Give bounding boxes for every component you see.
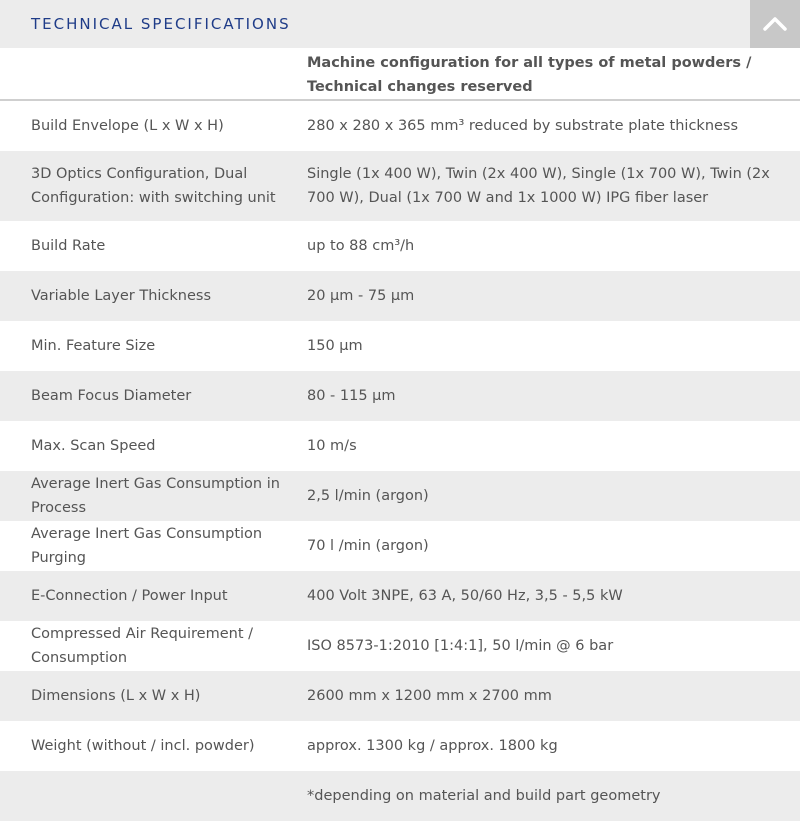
spec-label: Variable Layer Thickness: [31, 288, 212, 304]
collapse-button[interactable]: [750, 0, 800, 48]
spec-value: 20 μm - 75 μm: [307, 288, 415, 304]
table-row: [0, 271, 800, 321]
spec-table: [0, 48, 800, 821]
footnote: *depending on material and build part geometry: [307, 788, 661, 804]
chevron-up-icon: [762, 16, 788, 32]
spec-label: Compressed Air Requirement / Consumption: [31, 626, 253, 666]
table-row: [0, 621, 800, 671]
spec-label: Weight (without / incl. powder): [31, 738, 255, 754]
spec-value: 80 - 115 μm: [307, 388, 396, 404]
spec-value: 70 l /min (argon): [307, 538, 429, 554]
table-row: [0, 671, 800, 721]
table-row: [0, 371, 800, 421]
table-row: [0, 721, 800, 771]
table-row: [0, 521, 800, 571]
spec-label: Min. Feature Size: [31, 338, 156, 354]
spec-label: Average Inert Gas Consumption in Process: [31, 476, 280, 516]
spec-label: Beam Focus Diameter: [31, 388, 192, 404]
spec-value: up to 88 cm³/h: [307, 238, 415, 254]
spec-value: 280 x 280 x 365 mm³ reduced by substrate plate thickness: [307, 118, 739, 134]
table-row: [0, 151, 800, 221]
spec-value: 400 Volt 3NPE, 63 A, 50/60 Hz, 3,5 - 5,5 kW: [307, 588, 623, 604]
spec-value: 150 μm: [307, 338, 363, 354]
table-header-row: [0, 48, 800, 101]
table-header: Machine configuration for all types of metal powders / Technical changes reserved: [307, 55, 752, 95]
section-title: TECHNICAL SPECIFICATIONS: [31, 15, 291, 33]
spec-label: Max. Scan Speed: [31, 438, 156, 454]
table-row: [0, 101, 800, 151]
spec-label: Dimensions (L x W x H): [31, 688, 201, 704]
spec-value: 2600 mm x 1200 mm x 2700 mm: [307, 688, 552, 704]
table-row: [0, 771, 800, 821]
table-row: [0, 221, 800, 271]
table-row: [0, 321, 800, 371]
spec-label: 3D Optics Configuration, Dual Configuration: with switching unit: [31, 166, 276, 206]
table-row: [0, 571, 800, 621]
table-row: [0, 421, 800, 471]
spec-value: ISO 8573-1:2010 [1:4:1], 50 l/min @ 6 bar: [307, 638, 614, 654]
spec-value: 10 m/s: [307, 438, 357, 454]
spec-value: Single (1x 400 W), Twin (2x 400 W), Single (1x 700 W), Twin (2x 700 W), Dual (1x 700 W and 1x 1000 W) IPG fiber laser: [307, 166, 770, 206]
spec-label: Build Rate: [31, 238, 106, 254]
spec-value: approx. 1300 kg / approx. 1800 kg: [307, 738, 558, 754]
spec-label: Build Envelope (L x W x H): [31, 118, 224, 134]
section-header: [0, 0, 800, 48]
spec-label: E-Connection / Power Input: [31, 588, 228, 604]
table-row: [0, 471, 800, 521]
spec-label: Average Inert Gas Consumption Purging: [31, 526, 263, 566]
spec-value: 2,5 l/min (argon): [307, 488, 429, 504]
